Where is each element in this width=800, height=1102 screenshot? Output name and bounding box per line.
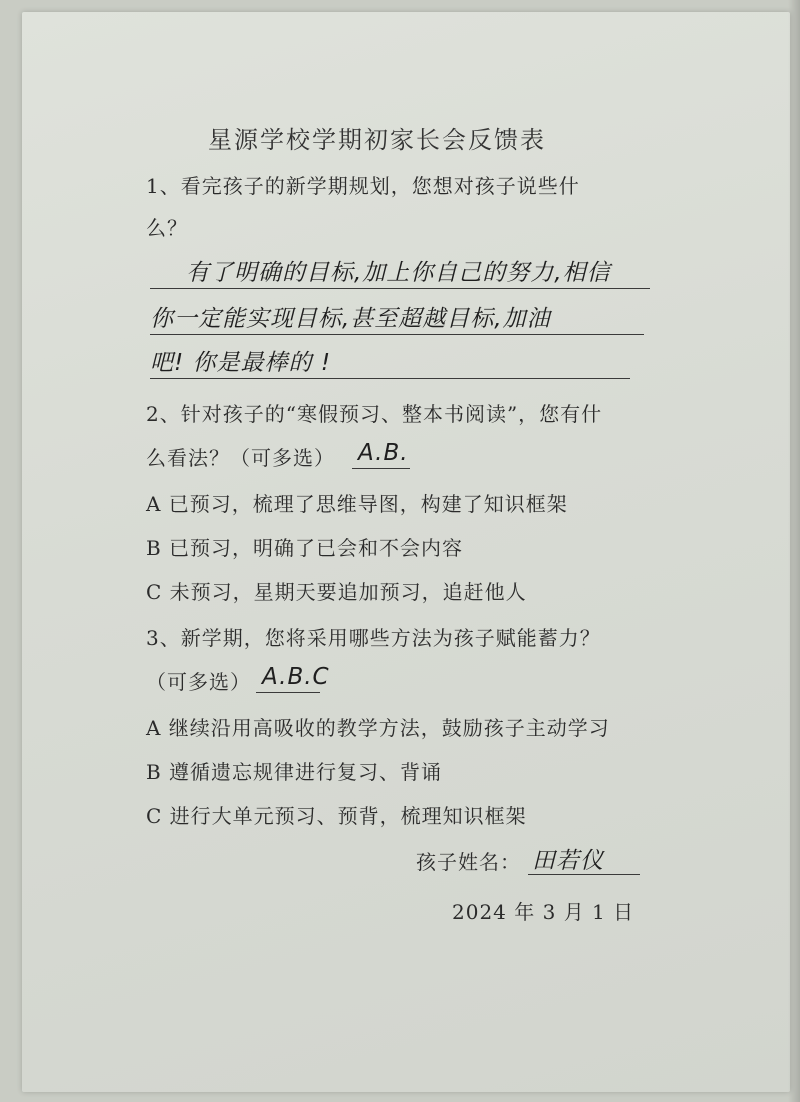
paper-edge-shadow: [788, 0, 800, 1102]
child-name-underline: [528, 874, 640, 875]
question-3-option-c: C 进行大单元预习、预背，梳理知识框架: [146, 804, 527, 828]
question-3-line-1: 3、新学期，您将采用哪些方法为孩子赋能蓄力？: [146, 626, 601, 650]
question-3-option-b: B 遵循遗忘规律进行复习、背诵: [146, 760, 443, 784]
question-2-answer-underline: [352, 468, 410, 469]
question-1-answer-line-2: 你一定能实现目标,甚至超越目标,加油: [150, 306, 551, 332]
form-title: 星源学校学期初家长会反馈表: [208, 126, 546, 154]
question-1-answer-line-3: 吧! 你是最棒的 !: [150, 350, 332, 376]
answer-underline-1: [150, 288, 650, 289]
question-2-option-b: B 已预习，明确了已会和不会内容: [146, 536, 464, 560]
question-2-option-c: C 未预习，星期天要追加预习，追赶他人: [146, 580, 527, 604]
question-3-option-a: A 继续沿用高吸收的教学方法，鼓励孩子主动学习: [146, 716, 610, 740]
question-2-line-1: 2、针对孩子的“寒假预习、整本书阅读”，您有什: [146, 402, 603, 426]
question-2-answer: A.B.: [358, 440, 409, 466]
question-2-line-2: 么看法？（可多选）: [146, 446, 335, 470]
question-2-option-a: A 已预习，梳理了思维导图，构建了知识框架: [146, 492, 568, 516]
question-1-answer-line-1: 有了明确的目标,加上你自己的努力,相信: [186, 260, 611, 286]
form-date: 2024 年 3 月 1 日: [452, 900, 635, 924]
question-3-answer: A.B.C: [262, 664, 330, 690]
question-1-line-2: 么？: [146, 216, 188, 240]
question-3-line-2: （可多选）: [146, 670, 251, 694]
child-name-value: 田若仪: [532, 848, 604, 874]
answer-underline-3: [150, 378, 630, 379]
question-1-line-1: 1、看完孩子的新学期规划，您想对孩子说些什: [146, 174, 580, 198]
child-name-label: 孩子姓名：: [416, 850, 521, 874]
question-3-answer-underline: [256, 692, 320, 693]
answer-underline-2: [150, 334, 644, 335]
